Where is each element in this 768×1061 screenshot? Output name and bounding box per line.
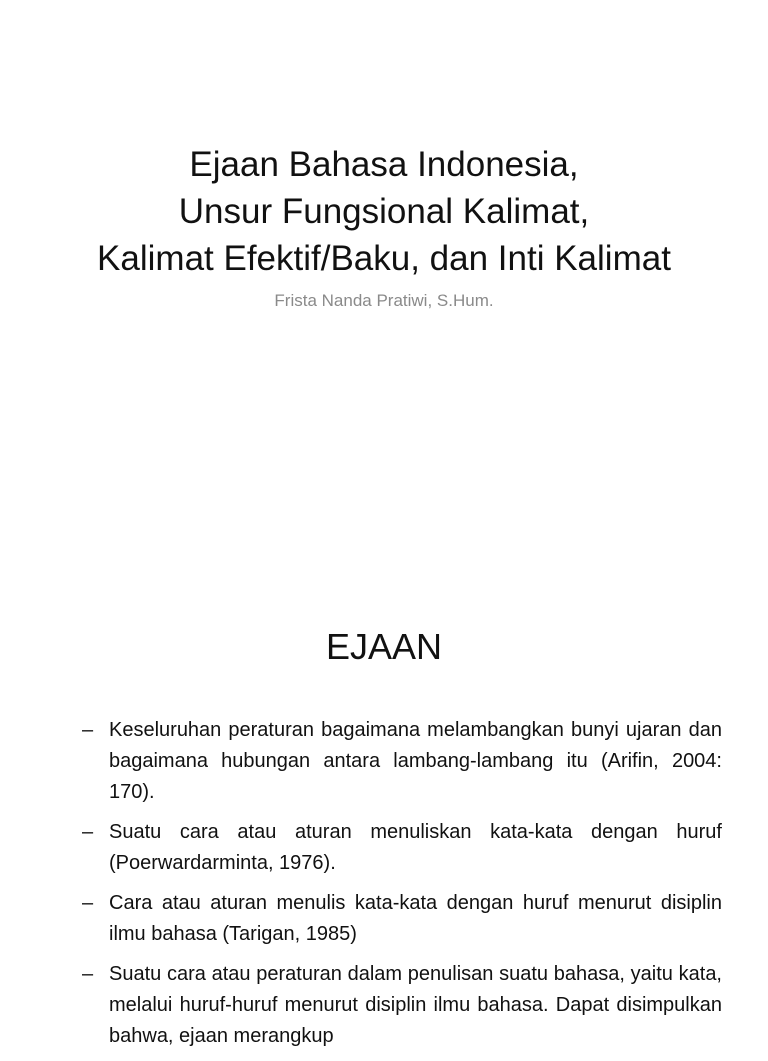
section-heading: EJAAN	[325, 626, 443, 667]
dash-bullet-icon: –	[82, 892, 94, 914]
definition-item	[82, 817, 722, 879]
dash-bullet-icon: –	[82, 963, 94, 985]
definition-text: Cara atau aturan menulis kata-kata dengan huruf menurut disiplin ilmu bahasa (Tarigan, 1985)	[109, 892, 722, 945]
ejaan-slide	[0, 575, 768, 1047]
title-line-1: Ejaan Bahasa Indonesia,	[189, 145, 579, 184]
definition-text: Keseluruhan peraturan bagaimana melambangkan bunyi ujaran dan bagaimana hubungan antara lambang-lambang itu (Arifin, 2004: 170).	[109, 719, 722, 803]
definition-text: Suatu cara atau aturan menuliskan kata-kata dengan huruf (Poerwardarminta, 1976).	[109, 821, 722, 874]
definition-text: Suatu cara atau peraturan dalam penulisan suatu bahasa, yaitu kata, melalui huruf-huruf menurut disiplin ilmu bahasa. Dapat disimpulkan bahwa, ejaan merangkup	[109, 963, 722, 1047]
title-line-3: Kalimat Efektif/Baku, dan Inti Kalimat	[97, 239, 671, 278]
title-line-2: Unsur Fungsional Kalimat,	[178, 192, 590, 231]
definition-item	[82, 715, 722, 808]
definition-item	[82, 888, 722, 950]
definition-item	[82, 959, 722, 1052]
author-subtitle: Frista Nanda Pratiwi, S.Hum.	[274, 291, 494, 310]
dash-bullet-icon: –	[82, 719, 94, 741]
definition-list	[82, 715, 722, 1061]
slide-title	[0, 141, 768, 312]
dash-bullet-icon: –	[82, 821, 94, 843]
